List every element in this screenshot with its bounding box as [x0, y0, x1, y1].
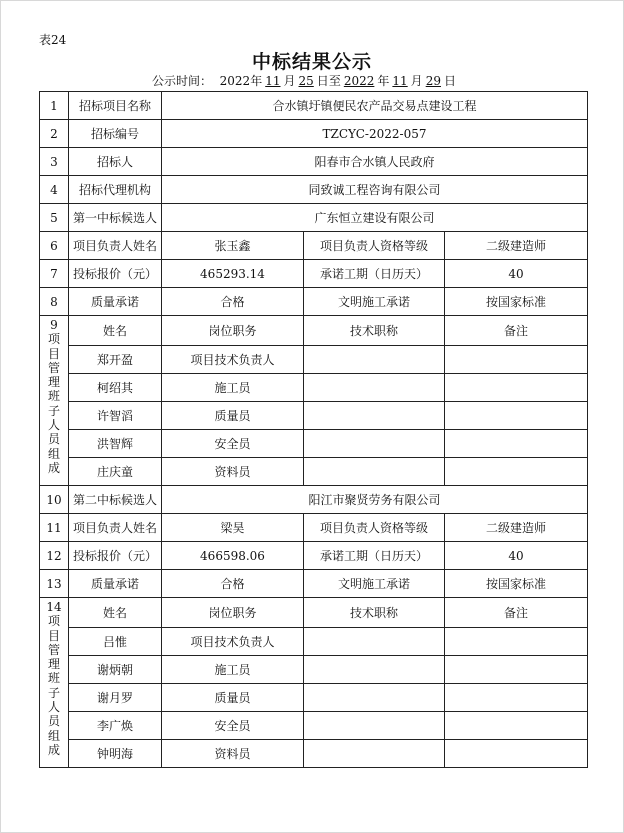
member-title — [304, 430, 445, 458]
field-label: 承诺工期（日历天） — [304, 260, 445, 288]
field-value: 合格 — [162, 288, 304, 316]
row-number: 11 — [40, 514, 69, 542]
member-role: 资料员 — [162, 740, 304, 768]
member-note — [445, 430, 588, 458]
member-title — [304, 740, 445, 768]
row-number: 8 — [40, 288, 69, 316]
field-label: 第一中标候选人 — [69, 204, 162, 232]
year-unit: 年 — [250, 74, 263, 88]
member-note — [445, 458, 588, 486]
member-role: 项目技术负责人 — [162, 628, 304, 656]
table-row — [40, 514, 588, 542]
table-row — [40, 176, 588, 204]
field-label: 文明施工承诺 — [304, 570, 445, 598]
member-note — [445, 712, 588, 740]
member-note — [445, 346, 588, 374]
row-number: 12 — [40, 542, 69, 570]
table-row — [40, 92, 588, 120]
table-row — [40, 402, 588, 430]
table-row — [40, 260, 588, 288]
member-name: 柯绍其 — [69, 374, 162, 402]
from-year: 2022 — [219, 74, 251, 88]
column-header: 备注 — [445, 598, 588, 628]
member-role: 资料员 — [162, 458, 304, 486]
member-note — [445, 684, 588, 712]
tender-code: TZCYC-2022-057 — [162, 120, 588, 148]
field-label: 质量承诺 — [69, 570, 162, 598]
member-name: 吕惟 — [69, 628, 162, 656]
row-number: 13 — [40, 570, 69, 598]
row-number: 3 — [40, 148, 69, 176]
table-number: 表24 — [39, 33, 67, 47]
table-row — [40, 316, 588, 346]
table-row — [40, 120, 588, 148]
member-role: 施工员 — [162, 374, 304, 402]
field-value: 465293.14 — [162, 260, 304, 288]
field-value: 466598.06 — [162, 542, 304, 570]
table-row — [40, 288, 588, 316]
team-side-label: 14 项 目 管 理 班 子 人 员 组 成 — [40, 598, 69, 768]
field-value: 张玉鑫 — [162, 232, 304, 260]
tenderer: 阳春市合水镇人民政府 — [162, 148, 588, 176]
column-header: 备注 — [445, 316, 588, 346]
column-header: 岗位职务 — [162, 598, 304, 628]
member-title — [304, 628, 445, 656]
member-title — [304, 346, 445, 374]
column-header: 岗位职务 — [162, 316, 304, 346]
member-name: 洪智辉 — [69, 430, 162, 458]
field-value: 二级建造师 — [445, 232, 588, 260]
table-row — [40, 598, 588, 628]
member-name: 钟明海 — [69, 740, 162, 768]
member-note — [445, 374, 588, 402]
member-title — [304, 458, 445, 486]
member-role: 安全员 — [162, 712, 304, 740]
member-title — [304, 712, 445, 740]
row-number: 4 — [40, 176, 69, 204]
member-note — [445, 628, 588, 656]
row-number: 6 — [40, 232, 69, 260]
member-note — [445, 656, 588, 684]
month-unit: 月 — [410, 74, 423, 88]
field-value: 40 — [445, 260, 588, 288]
field-label: 项目负责人资格等级 — [304, 232, 445, 260]
field-value: 梁昊 — [162, 514, 304, 542]
field-label: 投标报价（元） — [69, 260, 162, 288]
member-title — [304, 402, 445, 430]
team-side-label: 9 项 目 管 理 班 子 人 员 组 成 — [40, 316, 69, 486]
field-label: 招标代理机构 — [69, 176, 162, 204]
member-name: 谢炳朝 — [69, 656, 162, 684]
candidate-name: 广东恒立建设有限公司 — [162, 204, 588, 232]
member-role: 安全员 — [162, 430, 304, 458]
from-day: 25 — [298, 74, 314, 88]
year-unit: 年 — [377, 74, 390, 88]
table-row — [40, 374, 588, 402]
field-label: 承诺工期（日历天） — [304, 542, 445, 570]
project-name: 合水镇圩镇便民农产品交易点建设工程 — [162, 92, 588, 120]
field-label: 项目负责人姓名 — [69, 232, 162, 260]
to-word: 至 — [328, 74, 341, 88]
row-number: 10 — [40, 486, 69, 514]
field-label: 第二中标候选人 — [69, 486, 162, 514]
field-value: 40 — [445, 542, 588, 570]
tender-agency: 同致诚工程咨询有限公司 — [162, 176, 588, 204]
table-row — [40, 346, 588, 374]
member-title — [304, 374, 445, 402]
field-label: 招标人 — [69, 148, 162, 176]
member-name: 许智滔 — [69, 402, 162, 430]
member-role: 项目技术负责人 — [162, 346, 304, 374]
table-row — [40, 232, 588, 260]
table-row — [40, 656, 588, 684]
field-label: 项目负责人姓名 — [69, 514, 162, 542]
table-row — [40, 740, 588, 768]
field-label: 文明施工承诺 — [304, 288, 445, 316]
row-number: 2 — [40, 120, 69, 148]
to-day: 29 — [425, 74, 441, 88]
member-title — [304, 656, 445, 684]
candidate-name: 阳江市聚贤劳务有限公司 — [162, 486, 588, 514]
field-value: 按国家标准 — [445, 570, 588, 598]
member-name: 郑开盈 — [69, 346, 162, 374]
column-header: 技术职称 — [304, 316, 445, 346]
table-row — [40, 204, 588, 232]
publish-label: 公示时间： — [152, 74, 213, 88]
table-row — [40, 684, 588, 712]
to-month: 11 — [392, 74, 408, 88]
column-header: 姓名 — [69, 316, 162, 346]
row-number: 1 — [40, 92, 69, 120]
bid-result-table — [39, 91, 588, 768]
table-row — [40, 486, 588, 514]
table-row — [40, 570, 588, 598]
member-role: 质量员 — [162, 684, 304, 712]
table-row — [40, 458, 588, 486]
column-header: 姓名 — [69, 598, 162, 628]
column-header: 技术职称 — [304, 598, 445, 628]
row-number: 7 — [40, 260, 69, 288]
field-value: 合格 — [162, 570, 304, 598]
member-name: 谢月罗 — [69, 684, 162, 712]
field-value: 二级建造师 — [445, 514, 588, 542]
table-row — [40, 712, 588, 740]
publish-period — [152, 72, 456, 89]
member-note — [445, 402, 588, 430]
page-title: 中标结果公示 — [251, 51, 372, 73]
field-label: 项目负责人资格等级 — [304, 514, 445, 542]
month-unit: 月 — [283, 74, 296, 88]
field-label: 质量承诺 — [69, 288, 162, 316]
table-row — [40, 542, 588, 570]
to-year: 2022 — [343, 74, 375, 88]
from-month: 11 — [265, 74, 281, 88]
field-label: 招标编号 — [69, 120, 162, 148]
table-row — [40, 628, 588, 656]
day-unit: 日 — [443, 74, 456, 88]
member-name: 李广焕 — [69, 712, 162, 740]
field-value: 按国家标准 — [445, 288, 588, 316]
field-label: 投标报价（元） — [69, 542, 162, 570]
member-note — [445, 740, 588, 768]
member-role: 施工员 — [162, 656, 304, 684]
field-label: 招标项目名称 — [69, 92, 162, 120]
member-name: 庄庆童 — [69, 458, 162, 486]
table-row — [40, 148, 588, 176]
table-row — [40, 430, 588, 458]
member-role: 质量员 — [162, 402, 304, 430]
member-title — [304, 684, 445, 712]
day-unit: 日 — [316, 74, 329, 88]
row-number: 5 — [40, 204, 69, 232]
